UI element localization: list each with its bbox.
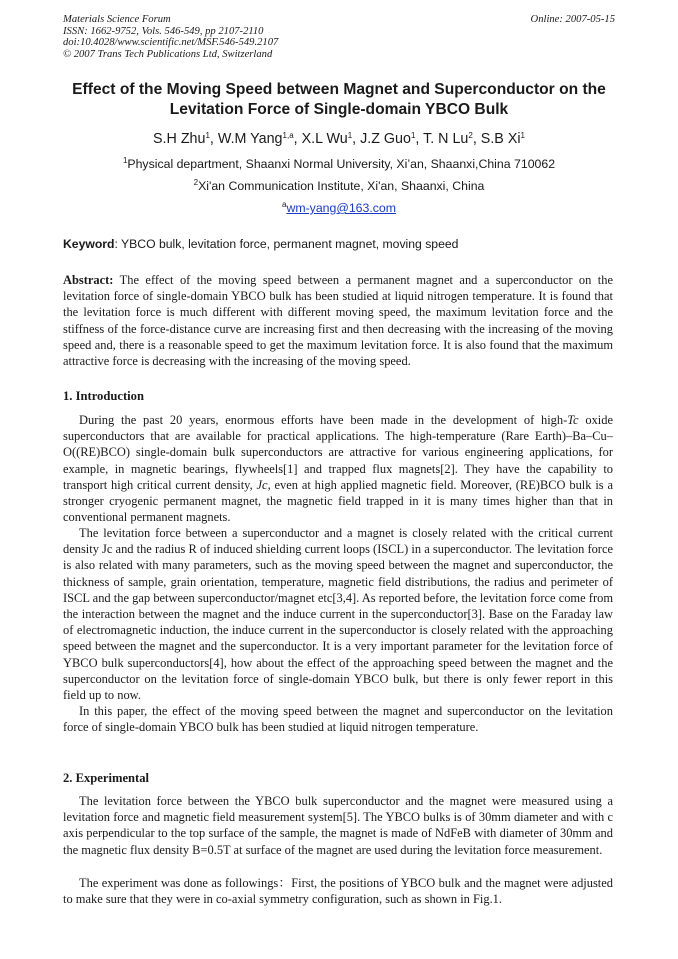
author-affiliation-mark: 2 [468, 131, 473, 140]
italic-symbol: Jc [256, 477, 268, 492]
affiliation-text: Physical department, Shaanxi Normal University, Xi’an, Shaanxi,China 710062 [127, 157, 556, 171]
intro-paragraph-2: The levitation force between a superconductor and a magnet is closely related with the critical current density Jc and the radius R of induced shielding current loops (ISCL) in a superconductor. The levitation force is also related with many parameters, such as the moving speed between the magnet and superconductor, the thickness of sample, grain orientation, temperature, magnetic field distributions, the radius and perimeter of ISCL and the gap between superconductor/magnet etc[3,4]. As reported before, the levitation force come from the interaction between the magnet and the induce current in the superconductor[3]. Base on the Faraday law of electromagnetic induction, the induce current in the superconductor is closely related with the approaching speed between the magnet and the superconductor. It is a very important parameter for the levitation force of YBCO bulk superconductors[4], how about the effect of the approaching speed between the magnet and the superconductor on the levitation force of single-domain YBCO bulk, but there is only fewer report in this field up to now. [63, 526, 613, 703]
text-run: , even at high applied magnetic field. Moreover, (RE)BCO bulk is a stronger cryogenic permanent magnet, the magnetic field trapped in it is many times higher than that in conventional permanent magnets. [63, 477, 613, 525]
author-separator: , [472, 131, 481, 147]
keywords [63, 236, 623, 252]
title-line-2: Levitation Force of Single-domain YBCO Bulk [169, 101, 509, 118]
affiliation-1 [20, 156, 658, 172]
email-mark: a [282, 200, 287, 209]
author-separator: , [415, 131, 424, 147]
text-run: oxide superconductors that are available for practical applications. The high-temperature (Rare Earth)–Ba–Cu–O((RE)BCO) single-domain bulk superconductors are attractive for various engineering applications, for example, in magnetic bearings, flywheels[1] and trapped flux magnets[2]. They have the capability to transport high critical current density, [63, 413, 614, 492]
paper-title [40, 80, 638, 120]
author-affiliation-mark: 1 [410, 131, 416, 140]
author-affiliation-mark: 1,a [282, 131, 294, 140]
author-list [20, 129, 658, 149]
affiliation-mark: 1 [122, 156, 128, 165]
author-name: W.M Yang [217, 131, 283, 147]
author-separator: , [293, 131, 302, 147]
journal-copyright: © 2007 Trans Tech Publications Ltd, Switzerland [63, 48, 273, 60]
email-link[interactable]: wm-yang@163.com [286, 201, 396, 215]
abstract-label: Abstract: [63, 273, 114, 287]
section-heading-introduction: 1. Introduction [63, 389, 144, 403]
keyword-text: : YBCO bulk, levitation force, permanent magnet, moving speed [114, 237, 459, 251]
abstract-text: The effect of the moving speed between a permanent magnet and a superconductor on the levitation force of single-domain YBCO bulk has been studied at liquid nitrogen temperature. It is found that the levitation force is much different with different moving speed, the maximum levitation force and the stiffness of the force-distance curve are increasing first and then decreasing with the increasing of the moving speed and, there is a reasonable speed to get the maximum levitation force. It is also found that the maximum attractive force is decreasing with the increasing of the moving speed. [63, 273, 613, 369]
author-affiliation-mark: 1 [205, 131, 210, 140]
section-heading-experimental: 2. Experimental [63, 771, 150, 785]
text-run: During the past 20 years, enormous efforts have been made in the development of high- [79, 413, 568, 427]
affiliation-text: Xi'an Communication Institute, Xi'an, Shaanxi, China [198, 179, 485, 193]
journal-issn: ISSN: 1662-9752, Vols. 546-549, pp 2107-2110 [63, 25, 264, 37]
experimental-paragraph-1: The levitation force between the YBCO bulk superconductor and the magnet were measured using a levitation force and magnetic field measurement system[5]. The YBCO bulks is of 30mm diameter and with c axis perpendicular to the top surface of the sample, the magnet is made of NdFeB with diameter of 30mm and the magnetic flux density B=0.5T at surface of the magnet are used during the levitation force measurement. [63, 794, 613, 857]
italic-symbol: Tc [567, 413, 579, 427]
abstract [63, 272, 613, 369]
author-name: J.Z Guo [360, 131, 411, 147]
author-separator: , [209, 131, 218, 147]
affiliation-mark: 2 [193, 178, 199, 187]
author-name: S.H Zhu [153, 131, 206, 147]
intro-paragraph-1 [63, 412, 613, 525]
title-line-1: Effect of the Moving Speed between Magnet and Superconductor on the [72, 81, 606, 98]
journal-name: Materials Science Forum [63, 14, 171, 25]
journal-header [63, 14, 503, 60]
author-affiliation-mark: 1 [520, 131, 525, 140]
author-name: T. N Lu [423, 131, 469, 147]
online-date: Online: 2007-05-15 [530, 14, 615, 25]
intro-paragraph-3: In this paper, the effect of the moving speed between the magnet and superconductor on the levitation force of single-domain YBCO bulk has been studied at liquid nitrogen temperature. [63, 704, 613, 735]
keyword-label: Keyword [63, 237, 115, 251]
author-affiliation-mark: 1 [347, 131, 353, 140]
experimental-paragraph-2: The experiment was done as followings：First, the positions of YBCO bulk and the magnet were adjusted to make sure that they were in co-axial symmetry configuration, such as shown in Fig.1. [63, 876, 613, 907]
author-name: X.L Wu [301, 131, 348, 147]
corresponding-email [20, 200, 658, 216]
author-separator: , [352, 131, 361, 147]
affiliation-2 [20, 178, 658, 194]
author-name: S.B Xi [480, 131, 521, 147]
journal-doi: doi:10.4028/www.scientific.net/MSF.546-549.2107 [63, 37, 279, 49]
